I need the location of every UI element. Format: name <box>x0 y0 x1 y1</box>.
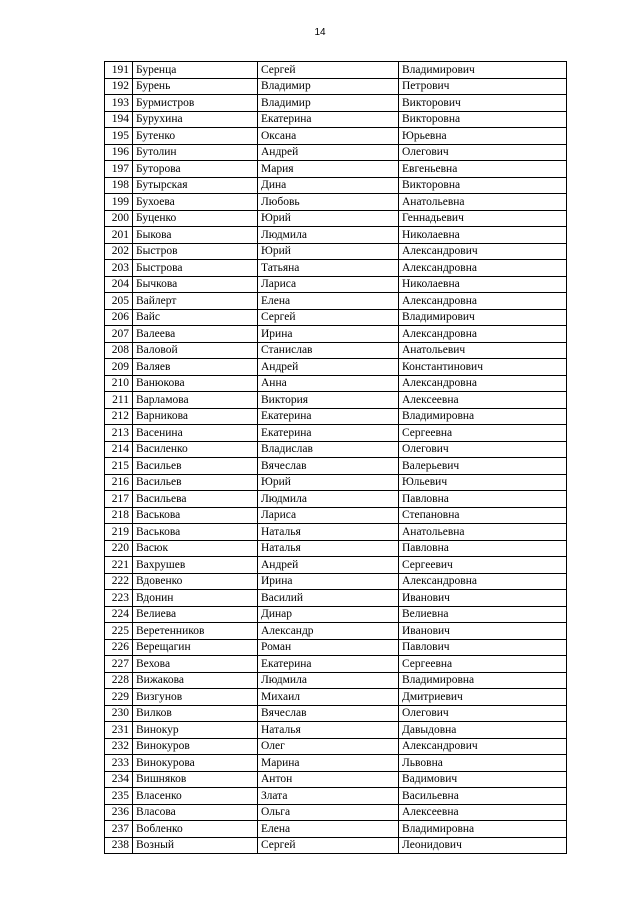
first-name-cell: Василий <box>258 590 399 607</box>
last-name-cell: Вижакова <box>133 672 258 689</box>
table-row <box>105 771 567 788</box>
table-row <box>105 144 567 161</box>
last-name-cell: Веретенников <box>133 623 258 640</box>
patronymic-cell: Алексеевна <box>399 804 567 821</box>
patronymic-cell: Александровна <box>399 260 567 277</box>
first-name-cell: Вячеслав <box>258 458 399 475</box>
table-row <box>105 95 567 112</box>
last-name-cell: Бурухина <box>133 111 258 128</box>
table-row <box>105 326 567 343</box>
last-name-cell: Верещагин <box>133 639 258 656</box>
table-row <box>105 557 567 574</box>
row-number-cell: 199 <box>105 194 133 211</box>
patronymic-cell: Васильевна <box>399 788 567 805</box>
row-number-cell: 210 <box>105 375 133 392</box>
table-row <box>105 738 567 755</box>
row-number-cell: 209 <box>105 359 133 376</box>
last-name-cell: Бутолин <box>133 144 258 161</box>
table-row <box>105 441 567 458</box>
first-name-cell: Александр <box>258 623 399 640</box>
roster-body <box>105 62 567 854</box>
patronymic-cell: Иванович <box>399 590 567 607</box>
row-number-cell: 194 <box>105 111 133 128</box>
last-name-cell: Власенко <box>133 788 258 805</box>
patronymic-cell: Викторович <box>399 95 567 112</box>
table-row <box>105 210 567 227</box>
last-name-cell: Визгунов <box>133 689 258 706</box>
table-row <box>105 111 567 128</box>
last-name-cell: Бутырская <box>133 177 258 194</box>
row-number-cell: 207 <box>105 326 133 343</box>
last-name-cell: Васильев <box>133 458 258 475</box>
row-number-cell: 226 <box>105 639 133 656</box>
table-row <box>105 474 567 491</box>
last-name-cell: Быстрова <box>133 260 258 277</box>
first-name-cell: Сергей <box>258 837 399 854</box>
table-row <box>105 788 567 805</box>
first-name-cell: Юрий <box>258 243 399 260</box>
table-row <box>105 161 567 178</box>
roster-table <box>104 61 567 854</box>
table-row <box>105 656 567 673</box>
patronymic-cell: Александровна <box>399 375 567 392</box>
first-name-cell: Ольга <box>258 804 399 821</box>
first-name-cell: Владимир <box>258 78 399 95</box>
first-name-cell: Татьяна <box>258 260 399 277</box>
row-number-cell: 235 <box>105 788 133 805</box>
patronymic-cell: Степановна <box>399 507 567 524</box>
patronymic-cell: Леонидович <box>399 837 567 854</box>
last-name-cell: Варламова <box>133 392 258 409</box>
table-row <box>105 540 567 557</box>
row-number-cell: 220 <box>105 540 133 557</box>
first-name-cell: Динар <box>258 606 399 623</box>
row-number-cell: 205 <box>105 293 133 310</box>
row-number-cell: 221 <box>105 557 133 574</box>
row-number-cell: 200 <box>105 210 133 227</box>
last-name-cell: Вайс <box>133 309 258 326</box>
last-name-cell: Ванюкова <box>133 375 258 392</box>
first-name-cell: Виктория <box>258 392 399 409</box>
last-name-cell: Вилков <box>133 705 258 722</box>
first-name-cell: Лариса <box>258 507 399 524</box>
row-number-cell: 223 <box>105 590 133 607</box>
patronymic-cell: Юрьевна <box>399 128 567 145</box>
last-name-cell: Винокуров <box>133 738 258 755</box>
row-number-cell: 203 <box>105 260 133 277</box>
table-row <box>105 194 567 211</box>
row-number-cell: 208 <box>105 342 133 359</box>
patronymic-cell: Велиевна <box>399 606 567 623</box>
table-row <box>105 227 567 244</box>
patronymic-cell: Александрович <box>399 738 567 755</box>
first-name-cell: Злата <box>258 788 399 805</box>
patronymic-cell: Павловна <box>399 540 567 557</box>
row-number-cell: 234 <box>105 771 133 788</box>
patronymic-cell: Евгеньевна <box>399 161 567 178</box>
row-number-cell: 197 <box>105 161 133 178</box>
last-name-cell: Бурмистров <box>133 95 258 112</box>
table-row <box>105 837 567 854</box>
last-name-cell: Вобленко <box>133 821 258 838</box>
page-number: 14 <box>314 27 326 38</box>
patronymic-cell: Сергеевна <box>399 656 567 673</box>
last-name-cell: Винокур <box>133 722 258 739</box>
table-row <box>105 359 567 376</box>
row-number-cell: 202 <box>105 243 133 260</box>
patronymic-cell: Олегович <box>399 144 567 161</box>
last-name-cell: Вайлерт <box>133 293 258 310</box>
table-row <box>105 755 567 772</box>
row-number-cell: 217 <box>105 491 133 508</box>
first-name-cell: Мария <box>258 161 399 178</box>
table-row <box>105 408 567 425</box>
patronymic-cell: Львовна <box>399 755 567 772</box>
table-row <box>105 425 567 442</box>
row-number-cell: 219 <box>105 524 133 541</box>
last-name-cell: Васькова <box>133 507 258 524</box>
table-row <box>105 78 567 95</box>
last-name-cell: Велиева <box>133 606 258 623</box>
row-number-cell: 214 <box>105 441 133 458</box>
last-name-cell: Васильева <box>133 491 258 508</box>
patronymic-cell: Викторовна <box>399 177 567 194</box>
patronymic-cell: Николаевна <box>399 276 567 293</box>
table-row <box>105 623 567 640</box>
patronymic-cell: Петрович <box>399 78 567 95</box>
row-number-cell: 196 <box>105 144 133 161</box>
last-name-cell: Буценко <box>133 210 258 227</box>
first-name-cell: Станислав <box>258 342 399 359</box>
first-name-cell: Дина <box>258 177 399 194</box>
patronymic-cell: Константинович <box>399 359 567 376</box>
first-name-cell: Анна <box>258 375 399 392</box>
first-name-cell: Елена <box>258 293 399 310</box>
row-number-cell: 224 <box>105 606 133 623</box>
table-row <box>105 491 567 508</box>
last-name-cell: Вахрушев <box>133 557 258 574</box>
last-name-cell: Буренца <box>133 62 258 79</box>
first-name-cell: Андрей <box>258 359 399 376</box>
first-name-cell: Юрий <box>258 474 399 491</box>
table-row <box>105 689 567 706</box>
row-number-cell: 195 <box>105 128 133 145</box>
first-name-cell: Людмила <box>258 227 399 244</box>
last-name-cell: Васюк <box>133 540 258 557</box>
table-row <box>105 392 567 409</box>
row-number-cell: 201 <box>105 227 133 244</box>
patronymic-cell: Дмитриевич <box>399 689 567 706</box>
first-name-cell: Михаил <box>258 689 399 706</box>
first-name-cell: Марина <box>258 755 399 772</box>
row-number-cell: 229 <box>105 689 133 706</box>
table-row <box>105 573 567 590</box>
first-name-cell: Наталья <box>258 540 399 557</box>
table-row <box>105 590 567 607</box>
patronymic-cell: Сергеевна <box>399 425 567 442</box>
last-name-cell: Валеева <box>133 326 258 343</box>
first-name-cell: Вячеслав <box>258 705 399 722</box>
last-name-cell: Валяев <box>133 359 258 376</box>
patronymic-cell: Иванович <box>399 623 567 640</box>
table-row <box>105 672 567 689</box>
patronymic-cell: Владимировна <box>399 672 567 689</box>
row-number-cell: 193 <box>105 95 133 112</box>
first-name-cell: Екатерина <box>258 425 399 442</box>
table-row <box>105 260 567 277</box>
first-name-cell: Оксана <box>258 128 399 145</box>
first-name-cell: Ирина <box>258 573 399 590</box>
table-row <box>105 722 567 739</box>
first-name-cell: Лариса <box>258 276 399 293</box>
last-name-cell: Бурень <box>133 78 258 95</box>
table-row <box>105 177 567 194</box>
last-name-cell: Быкова <box>133 227 258 244</box>
table-row <box>105 293 567 310</box>
row-number-cell: 218 <box>105 507 133 524</box>
first-name-cell: Людмила <box>258 672 399 689</box>
table-row <box>105 375 567 392</box>
last-name-cell: Буторова <box>133 161 258 178</box>
first-name-cell: Владислав <box>258 441 399 458</box>
row-number-cell: 211 <box>105 392 133 409</box>
patronymic-cell: Сергеевич <box>399 557 567 574</box>
row-number-cell: 225 <box>105 623 133 640</box>
row-number-cell: 230 <box>105 705 133 722</box>
patronymic-cell: Давыдовна <box>399 722 567 739</box>
last-name-cell: Бутенко <box>133 128 258 145</box>
first-name-cell: Юрий <box>258 210 399 227</box>
patronymic-cell: Владимирович <box>399 309 567 326</box>
row-number-cell: 206 <box>105 309 133 326</box>
last-name-cell: Валовой <box>133 342 258 359</box>
last-name-cell: Власова <box>133 804 258 821</box>
patronymic-cell: Алексеевна <box>399 392 567 409</box>
first-name-cell: Роман <box>258 639 399 656</box>
first-name-cell: Андрей <box>258 144 399 161</box>
patronymic-cell: Александровна <box>399 573 567 590</box>
last-name-cell: Васенина <box>133 425 258 442</box>
last-name-cell: Василенко <box>133 441 258 458</box>
table-row <box>105 606 567 623</box>
patronymic-cell: Вадимович <box>399 771 567 788</box>
first-name-cell: Людмила <box>258 491 399 508</box>
last-name-cell: Возный <box>133 837 258 854</box>
patronymic-cell: Анатольевна <box>399 194 567 211</box>
row-number-cell: 232 <box>105 738 133 755</box>
row-number-cell: 231 <box>105 722 133 739</box>
table-row <box>105 821 567 838</box>
row-number-cell: 192 <box>105 78 133 95</box>
patronymic-cell: Олегович <box>399 441 567 458</box>
patronymic-cell: Анатольевич <box>399 342 567 359</box>
row-number-cell: 191 <box>105 62 133 79</box>
row-number-cell: 228 <box>105 672 133 689</box>
patronymic-cell: Николаевна <box>399 227 567 244</box>
row-number-cell: 233 <box>105 755 133 772</box>
first-name-cell: Олег <box>258 738 399 755</box>
last-name-cell: Вишняков <box>133 771 258 788</box>
last-name-cell: Вдонин <box>133 590 258 607</box>
first-name-cell: Ирина <box>258 326 399 343</box>
patronymic-cell: Павлович <box>399 639 567 656</box>
first-name-cell: Екатерина <box>258 111 399 128</box>
last-name-cell: Быстров <box>133 243 258 260</box>
patronymic-cell: Владимировна <box>399 821 567 838</box>
patronymic-cell: Павловна <box>399 491 567 508</box>
first-name-cell: Екатерина <box>258 408 399 425</box>
first-name-cell: Андрей <box>258 557 399 574</box>
first-name-cell: Владимир <box>258 95 399 112</box>
row-number-cell: 213 <box>105 425 133 442</box>
patronymic-cell: Викторовна <box>399 111 567 128</box>
patronymic-cell: Олегович <box>399 705 567 722</box>
row-number-cell: 204 <box>105 276 133 293</box>
last-name-cell: Бычкова <box>133 276 258 293</box>
first-name-cell: Наталья <box>258 524 399 541</box>
first-name-cell: Наталья <box>258 722 399 739</box>
first-name-cell: Антон <box>258 771 399 788</box>
table-row <box>105 639 567 656</box>
first-name-cell: Елена <box>258 821 399 838</box>
patronymic-cell: Владимировна <box>399 408 567 425</box>
table-row <box>105 128 567 145</box>
row-number-cell: 212 <box>105 408 133 425</box>
row-number-cell: 222 <box>105 573 133 590</box>
table-row <box>105 458 567 475</box>
table-row <box>105 243 567 260</box>
table-row <box>105 309 567 326</box>
last-name-cell: Вдовенко <box>133 573 258 590</box>
patronymic-cell: Александровна <box>399 326 567 343</box>
table-row <box>105 804 567 821</box>
row-number-cell: 238 <box>105 837 133 854</box>
last-name-cell: Васькова <box>133 524 258 541</box>
patronymic-cell: Геннадьевич <box>399 210 567 227</box>
first-name-cell: Сергей <box>258 309 399 326</box>
table-row <box>105 705 567 722</box>
row-number-cell: 215 <box>105 458 133 475</box>
row-number-cell: 236 <box>105 804 133 821</box>
table-row <box>105 276 567 293</box>
row-number-cell: 237 <box>105 821 133 838</box>
first-name-cell: Любовь <box>258 194 399 211</box>
row-number-cell: 227 <box>105 656 133 673</box>
table-row <box>105 62 567 79</box>
row-number-cell: 198 <box>105 177 133 194</box>
table-row <box>105 342 567 359</box>
patronymic-cell: Александровна <box>399 293 567 310</box>
table-row <box>105 507 567 524</box>
last-name-cell: Винокурова <box>133 755 258 772</box>
table-row <box>105 524 567 541</box>
last-name-cell: Бухоева <box>133 194 258 211</box>
last-name-cell: Варникова <box>133 408 258 425</box>
patronymic-cell: Владимирович <box>399 62 567 79</box>
last-name-cell: Васильев <box>133 474 258 491</box>
first-name-cell: Сергей <box>258 62 399 79</box>
row-number-cell: 216 <box>105 474 133 491</box>
patronymic-cell: Юльевич <box>399 474 567 491</box>
patronymic-cell: Анатольевна <box>399 524 567 541</box>
last-name-cell: Вехова <box>133 656 258 673</box>
patronymic-cell: Александрович <box>399 243 567 260</box>
first-name-cell: Екатерина <box>258 656 399 673</box>
patronymic-cell: Валерьевич <box>399 458 567 475</box>
